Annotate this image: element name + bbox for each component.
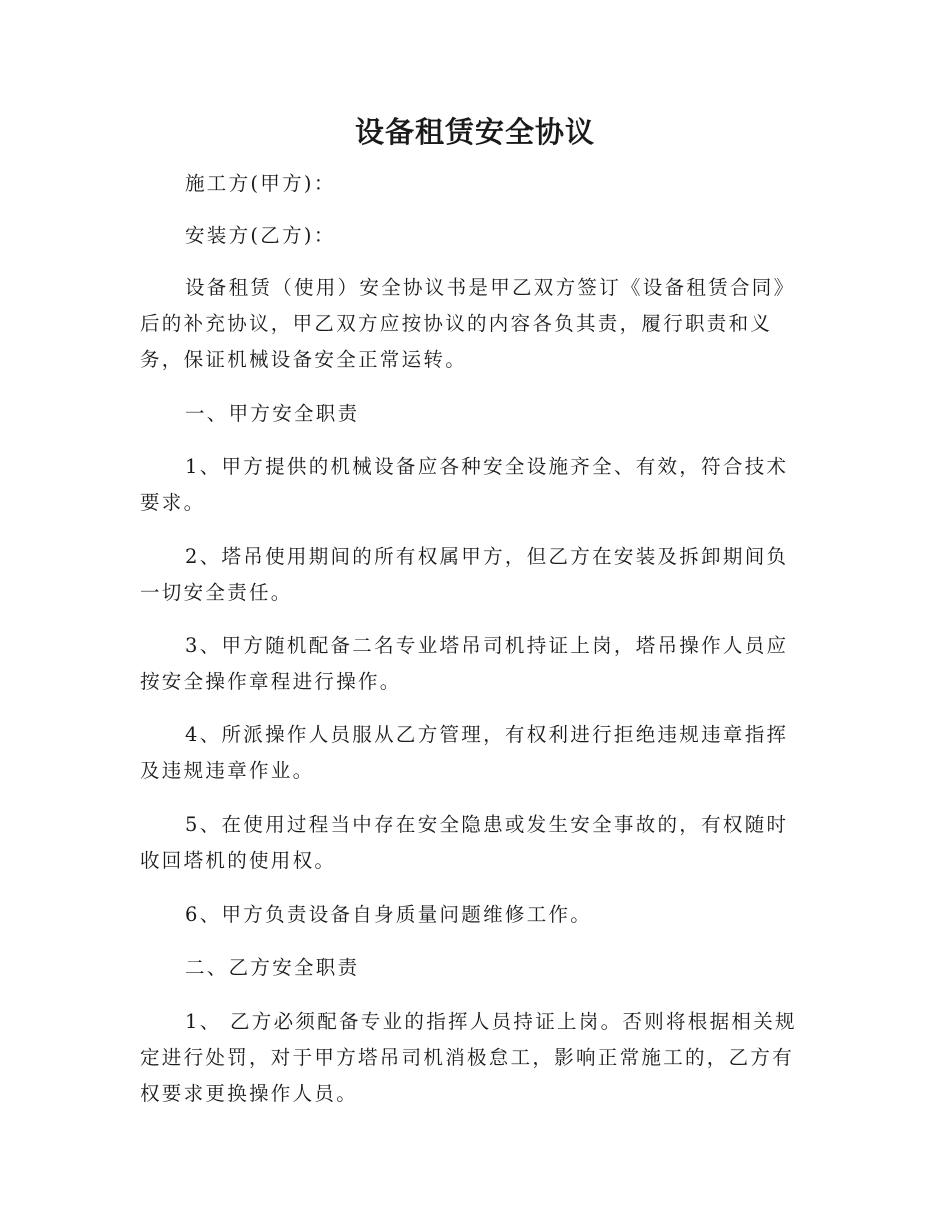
section1-item-6: 6、甲方负责设备自身质量问题维修工作。 <box>185 903 593 926</box>
intro-paragraph: 设备租赁（使用）安全协议书是甲乙双方签订《设备租赁合同》后的补充协议，甲乙双方应按协议的内容各负其责，履行职责和义务，保证机械设备安全正常运转。 <box>140 276 796 371</box>
party-a-line: 施工方(甲方)： <box>185 172 336 195</box>
section1-item-2: 2、塔吊使用期间的所有权属甲方，但乙方在安装及拆卸期间负一切安全责任。 <box>140 545 789 604</box>
document-title: 设备租赁安全协议 <box>354 115 595 149</box>
section1-item-5: 5、在使用过程当中存在安全隐患或发生安全事故的，有权随时收回塔机的使用权。 <box>140 813 789 872</box>
section2-item-1: 1、 乙方必须配备专业的指挥人员持证上岗。否则将根据相关规定进行处罚，对于甲方塔吊司机消极怠工，影响正常施工的，乙方有权要求更换操作人员。 <box>140 1010 797 1105</box>
section2-heading: 二、乙方安全职责 <box>185 956 360 979</box>
section1-item-1: 1、甲方提供的机械设备应各种安全设施齐全、有效，符合技术要求。 <box>140 455 789 514</box>
section1-item-4: 4、所派操作人员服从乙方管理，有权利进行拒绝违规违章指挥及违规违章作业。 <box>140 723 789 782</box>
section1-heading: 一、甲方安全职责 <box>185 402 360 425</box>
section1-item-3: 3、甲方随机配备二名专业塔吊司机持证上岗，塔吊操作人员应按安全操作章程进行操作。 <box>140 634 789 693</box>
party-b-line: 安装方(乙方)： <box>185 224 336 247</box>
